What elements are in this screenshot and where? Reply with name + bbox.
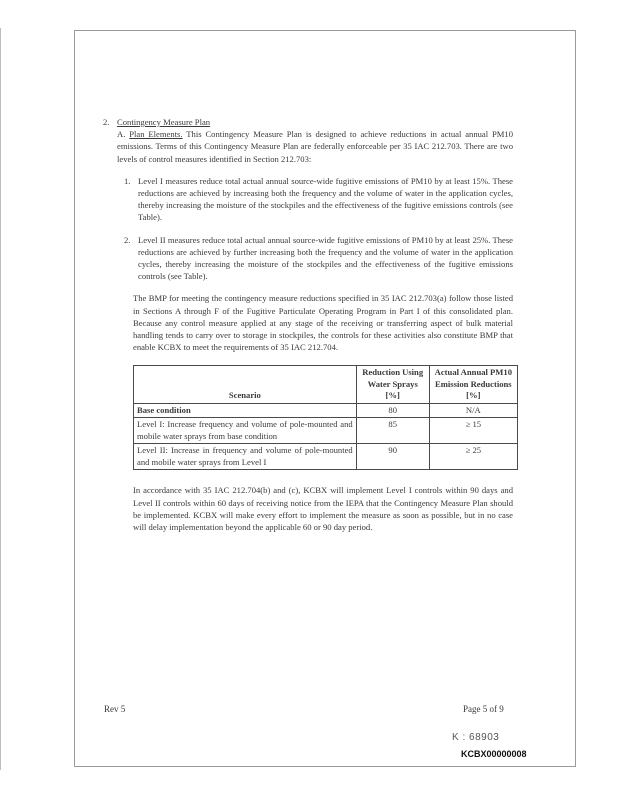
scenario-table — [133, 365, 518, 470]
section-heading — [103, 116, 513, 128]
cell-scenario: Level I: Increase frequency and volume of pole-mounted and mobile water sprays from base condition — [134, 418, 357, 444]
header-emission: Actual Annual PM10 Emission Reductions [%] — [429, 366, 517, 404]
closing-paragraph: In accordance with 35 IAC 212.704(b) and (c), KCBX will implement Level I controls within 90 days and Level II controls within 60 days of receiving notice from the IEPA that the Contingency Measure Plan should be implemented. KCBX will make every effort to implement the measure as soon as possible, but in no case will delay implementation beyond the applicable 60 or 90 day period. — [133, 485, 513, 533]
table-header-row — [134, 366, 518, 404]
header-scenario: Scenario — [134, 366, 357, 404]
page-number: Page 5 of 9 — [463, 704, 504, 714]
list-item-text: Level I measures reduce total actual annual source-wide fugitive emissions of PM10 by at least 15%. These reductions are achieved by increasing both the frequency and the volume of water in the application cycles, thereby increasing the moisture of the stockpiles and the effectiveness of the fugitive emissions controls (see Table). — [138, 175, 513, 223]
bates-number: KCBX00000008 — [461, 749, 527, 759]
cell-scenario: Base condition — [134, 403, 357, 418]
subsection-label: A. — [117, 129, 126, 140]
subsection-text: This Contingency Measure Plan is designed to achieve reductions in actual annual PM10 emissions. Terms of this Contingency Measure Plan are federally enforceable per 35 IAC 212.703. There are two levels of control measures identified in Section 212.703: — [117, 129, 514, 164]
table-row — [134, 444, 518, 470]
list-item-number: 1. — [124, 175, 131, 186]
plan-elements-paragraph — [117, 128, 513, 165]
cell-emission: N/A — [429, 403, 517, 418]
table-row — [134, 418, 518, 444]
document-body — [103, 116, 513, 533]
list-item-level-2 — [124, 234, 513, 283]
cell-scenario: Level II: Increase in frequency and volume of pole-mounted and mobile water sprays from Level I — [134, 444, 357, 470]
bmp-paragraph: The BMP for meeting the contingency measure reductions specified in 35 IAC 212.703(a) follow those listed in Sections A through F of the Fugitive Particulate Operating Program in Part I of this consolidated plan. Because any control measure applied at any stage of the receiving or transferring aspect of bulk material handling tends to carry over to storage in stockpiles, the controls for these activities also constitute BMP that enable KCBX to meet the requirements of 35 IAC 212.704. — [133, 293, 513, 353]
subsection-title: Plan Elements. — [129, 129, 183, 140]
cell-emission: ≥ 25 — [429, 444, 517, 470]
revision-label: Rev 5 — [104, 704, 126, 714]
cell-reduction: 80 — [356, 403, 429, 418]
section-number: 2. — [103, 117, 110, 127]
header-reduction: Reduction Using Water Sprays [%] — [356, 366, 429, 404]
list-item-text: Level II measures reduce total actual annual source-wide fugitive emissions of PM10 by at least 25%. These reductions are achieved by further increasing both the frequency and the volume of water in the application cycles, thereby increasing the moisture of the stockpiles and the effectiveness of the fugitive emissions controls (see Table). — [138, 234, 513, 282]
cell-reduction: 85 — [356, 418, 429, 444]
section-title: Contingency Measure Plan — [117, 117, 211, 127]
stamp-code: K : 68903 — [452, 732, 500, 743]
list-item-level-1 — [124, 175, 513, 224]
cell-reduction: 90 — [356, 444, 429, 470]
list-item-number: 2. — [124, 234, 131, 245]
table-row — [134, 403, 518, 418]
cell-emission: ≥ 15 — [429, 418, 517, 444]
scan-edge-line — [0, 28, 1, 770]
